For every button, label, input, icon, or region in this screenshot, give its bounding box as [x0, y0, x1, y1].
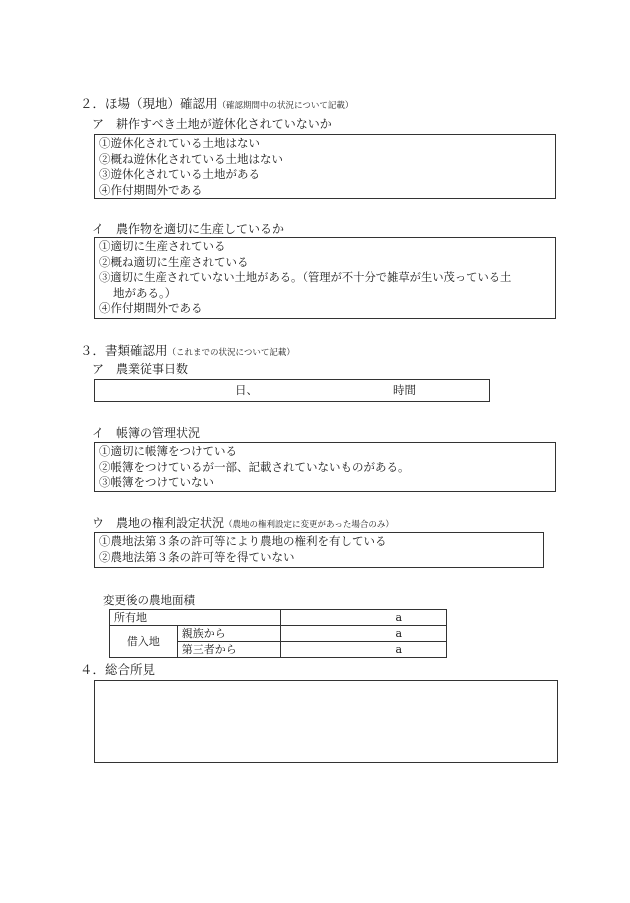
- question-2a-options-box: [94, 134, 556, 199]
- area-table-title: 変更後の農地面積: [103, 593, 195, 607]
- from-third-party-value[interactable]: a: [281, 642, 447, 658]
- option-2a-1: ①遊休化されている土地はない: [99, 136, 260, 150]
- question-2b-options-box: [94, 237, 556, 319]
- owned-land-label: 所有地: [110, 610, 281, 626]
- question-3b-title: イ 帳簿の管理状況: [92, 426, 201, 440]
- table-row: [110, 626, 447, 642]
- from-relatives-value[interactable]: a: [281, 626, 447, 642]
- option-2b-2: ②概ね適切に生産されている: [99, 254, 249, 269]
- question-3b-options-box: [94, 442, 556, 492]
- question-3c-title: ウ 農地の権利設定状況（農地の権利設定に変更があった場合のみ）: [92, 516, 394, 530]
- option-3c-1: ①農地法第３条の許可等により農地の権利を有している: [99, 534, 387, 548]
- section-2-heading: ２．ほ場（現地）確認用（確認期間中の状況について記載）: [80, 96, 354, 111]
- option-2b-3: ③適切に生産されていない土地がある。（管理が不十分で雑草が生い茂っている土: [99, 271, 512, 285]
- option-3b-1: ①適切に帳簿をつけている: [99, 444, 237, 458]
- section-4-heading: ４．総合所見: [80, 662, 156, 677]
- owned-land-value[interactable]: a: [281, 610, 447, 626]
- section-3-heading: ３．書類確認用（これまでの状況について記載）: [80, 343, 295, 358]
- leased-land-label: 借入地: [110, 626, 178, 658]
- farmland-area-table: [109, 609, 447, 658]
- overall-comments-box[interactable]: [94, 680, 558, 763]
- work-days-box[interactable]: [94, 379, 490, 402]
- question-2b-title: イ 農作物を適切に生産しているか: [92, 222, 285, 236]
- question-3c-options-box: [94, 532, 544, 568]
- option-2b-1: ①適切に生産されている: [99, 239, 226, 253]
- option-3c-2: ②農地法第３条の許可等を得ていない: [99, 549, 295, 564]
- hours-unit: 時間: [393, 383, 416, 397]
- option-3b-3: ③帳簿をつけていない: [99, 475, 214, 490]
- option-3b-2: ②帳簿をつけているが一部、記載されていないものがある。: [99, 459, 410, 474]
- days-unit: 日、: [235, 383, 258, 397]
- from-relatives-label: 親族から: [177, 626, 281, 642]
- question-3a-title: ア 農業従事日数: [92, 362, 189, 376]
- option-2a-4: ④作付期間外である: [99, 182, 203, 197]
- table-row: [110, 610, 447, 626]
- option-2b-4: ④作付期間外である: [99, 301, 203, 316]
- option-2a-3: ③遊休化されている土地がある: [99, 167, 260, 182]
- question-2a-title: ア 耕作すべき土地が遊休化されていないか: [92, 117, 332, 131]
- option-2a-2: ②概ね遊休化されている土地はない: [99, 151, 283, 166]
- option-2b-3-cont: 地がある。）: [113, 285, 177, 300]
- from-third-party-label: 第三者から: [177, 642, 281, 658]
